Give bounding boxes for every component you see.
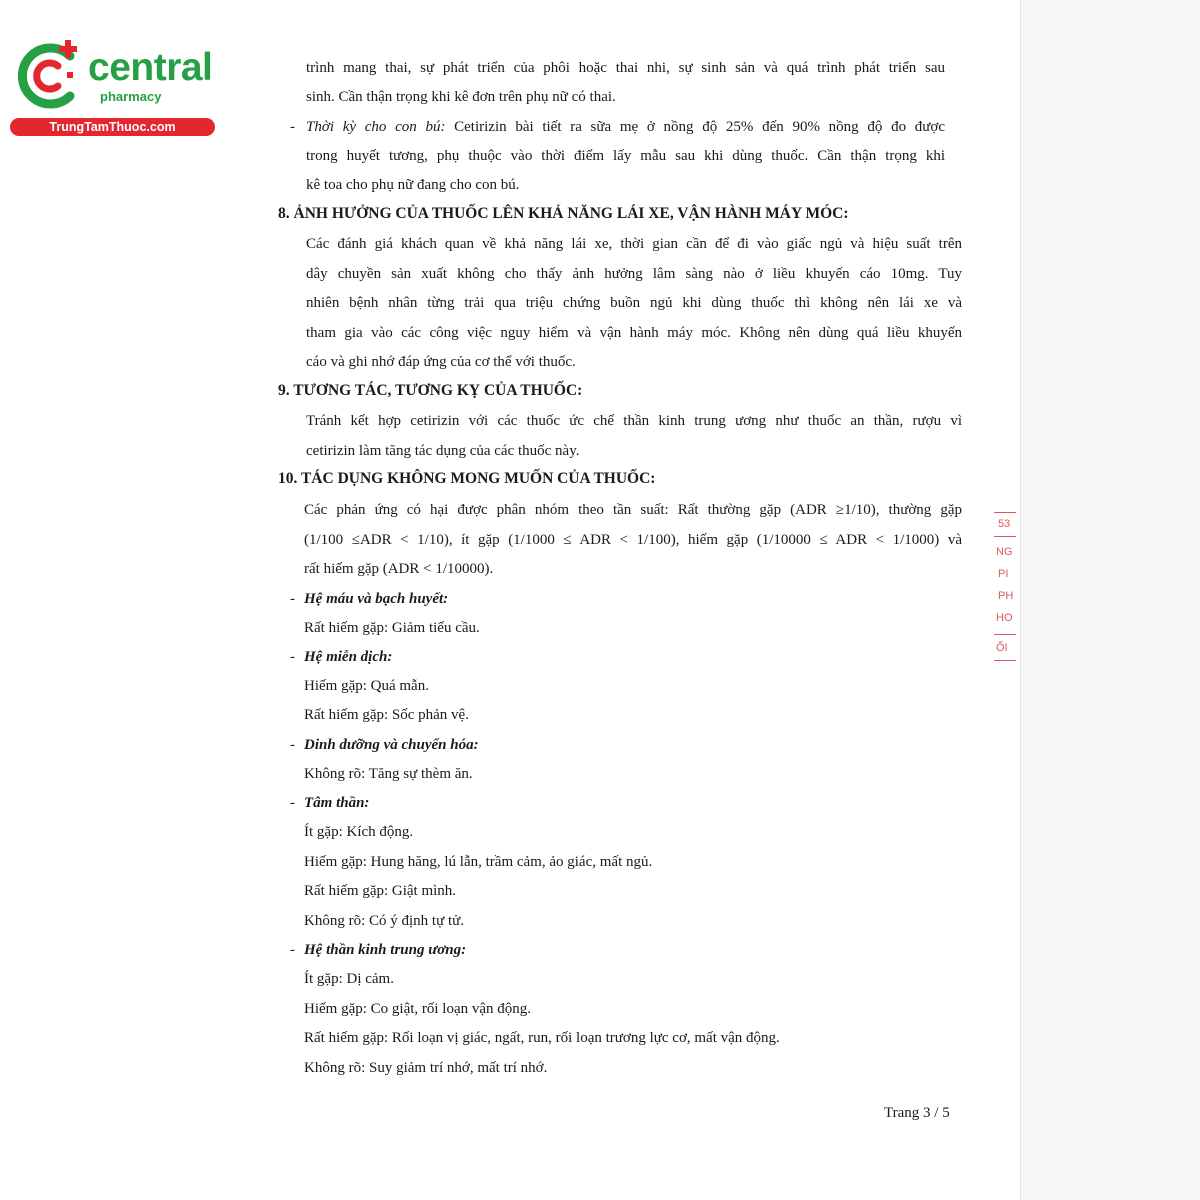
group-title: Hệ thần kinh trung ương:	[304, 942, 467, 958]
list-dash: -	[290, 737, 295, 753]
group-title: Hệ máu và bạch huyết:	[304, 591, 449, 607]
section-8-heading: 8. ẢNH HƯỞNG CỦA THUỐC LÊN KHẢ NĂNG LÁI XE, VẬN HÀNH MÁY MÓC:	[278, 205, 849, 222]
stamp-text: PH	[998, 590, 1014, 602]
list-dash: -	[290, 649, 295, 665]
list-item: Hiếm gặp: Co giật, rối loạn vận động.	[304, 1001, 532, 1017]
breastfeeding-text: Cetirizin bài tiết ra sữa mẹ ở nồng độ 25% đến 90% nồng độ đo được	[445, 119, 945, 135]
group-title: Dinh dưỡng và chuyển hóa:	[304, 737, 479, 753]
paragraph-line: nhiên bệnh nhân từng trải qua triệu chứng buồn ngủ khi dùng thuốc thì không nên lái xe và	[306, 295, 962, 311]
list-dash: -	[290, 591, 295, 607]
list-item: Ít gặp: Dị cảm.	[304, 971, 394, 987]
group-title: Hệ miễn dịch:	[304, 649, 393, 665]
paragraph-line: sinh. Cần thận trọng khi kê đơn trên phụ nữ có thai.	[306, 89, 616, 105]
breastfeeding-term: Thời kỳ cho con bú:	[306, 119, 446, 135]
paragraph-line: Tránh kết hợp cetirizin với các thuốc ức chế thần kinh trung ương như thuốc an thần, rượu vì	[306, 413, 962, 429]
logo-brand: central	[88, 46, 213, 89]
list-item: Rất hiếm gặp: Sốc phản vệ.	[304, 707, 469, 723]
stamp-text: NG	[996, 546, 1013, 558]
paragraph-line: cáo và ghi nhớ đáp ứng của cơ thể với thuốc.	[306, 354, 576, 370]
breastfeeding-line	[306, 117, 945, 137]
group-title: Tâm thần:	[304, 795, 370, 811]
stamp-text: ỐI	[996, 642, 1008, 654]
paper-edge	[1020, 0, 1200, 1200]
paragraph-line: trong huyết tương, phụ thuộc vào thời điểm lấy mẫu sau khi dùng thuốc. Cần thận trọng khi	[306, 148, 945, 164]
paragraph-line: trình mang thai, sự phát triển của phôi hoặc thai nhi, sự sinh sản và quá trình phát triển sau	[306, 60, 945, 76]
paragraph-line: Các đánh giá khách quan về khả năng lái xe, thời gian cần để đi vào giấc ngủ và hiệu suất trên	[306, 236, 962, 252]
logo-subtitle: pharmacy	[100, 89, 162, 104]
paragraph-line: (1/100 ≤ADR < 1/10), ít gặp (1/1000 ≤ ADR < 1/100), hiếm gặp (1/10000 ≤ ADR < 1/1000) và	[304, 532, 962, 548]
list-item: Rất hiếm gặp: Giật mình.	[304, 883, 457, 899]
list-item: Hiếm gặp: Quá mẫn.	[304, 678, 429, 694]
list-item: Không rõ: Tăng sự thèm ăn.	[304, 766, 473, 782]
paragraph-line: dây chuyền sản xuất không cho thấy ảnh hưởng lâm sàng nào ở liều khuyến cáo 10mg. Tuy	[306, 266, 962, 282]
list-item: Rất hiếm gặp: Giảm tiểu cầu.	[304, 620, 480, 636]
list-item: Không rõ: Suy giảm trí nhớ, mất trí nhớ.	[304, 1060, 548, 1076]
list-item: Không rõ: Có ý định tự tử.	[304, 913, 465, 929]
list-dash: -	[290, 942, 295, 958]
stamp-text: PI	[998, 568, 1009, 580]
list-item: Ít gặp: Kích động.	[304, 824, 414, 840]
section-9-heading: 9. TƯƠNG TÁC, TƯƠNG KỴ CỦA THUỐC:	[278, 382, 583, 399]
paragraph-line: Các phản ứng có hại được phân nhóm theo tần suất: Rất thường gặp (ADR ≥1/10), thường gặp	[304, 502, 962, 518]
stamp-text: HO	[996, 612, 1013, 624]
paragraph-line: kê toa cho phụ nữ đang cho con bú.	[306, 177, 520, 193]
logo-url: TrungTamThuoc.com	[10, 118, 215, 136]
list-dash: -	[290, 119, 295, 135]
paragraph-line: cetirizin làm tăng tác dụng của các thuốc này.	[306, 443, 580, 459]
paragraph-line: rất hiếm gặp (ADR < 1/10000).	[304, 561, 494, 577]
red-stamp-fragment	[994, 512, 1016, 662]
list-item: Hiếm gặp: Hung hăng, lú lẫn, trầm cảm, ảo giác, mất ngủ.	[304, 854, 653, 870]
paragraph-line: tham gia vào các công việc nguy hiểm và vận hành máy móc. Không nên dùng quá liều khuyến	[306, 325, 962, 341]
page-number: Trang 3 / 5	[884, 1105, 950, 1121]
list-dash: -	[290, 795, 295, 811]
list-item: Rất hiếm gặp: Rối loạn vị giác, ngất, run, rối loạn trương lực cơ, mất vận động.	[304, 1030, 780, 1046]
stamp-text: 53	[998, 518, 1011, 530]
section-10-heading: 10. TÁC DỤNG KHÔNG MONG MUỐN CỦA THUỐC:	[278, 470, 656, 487]
